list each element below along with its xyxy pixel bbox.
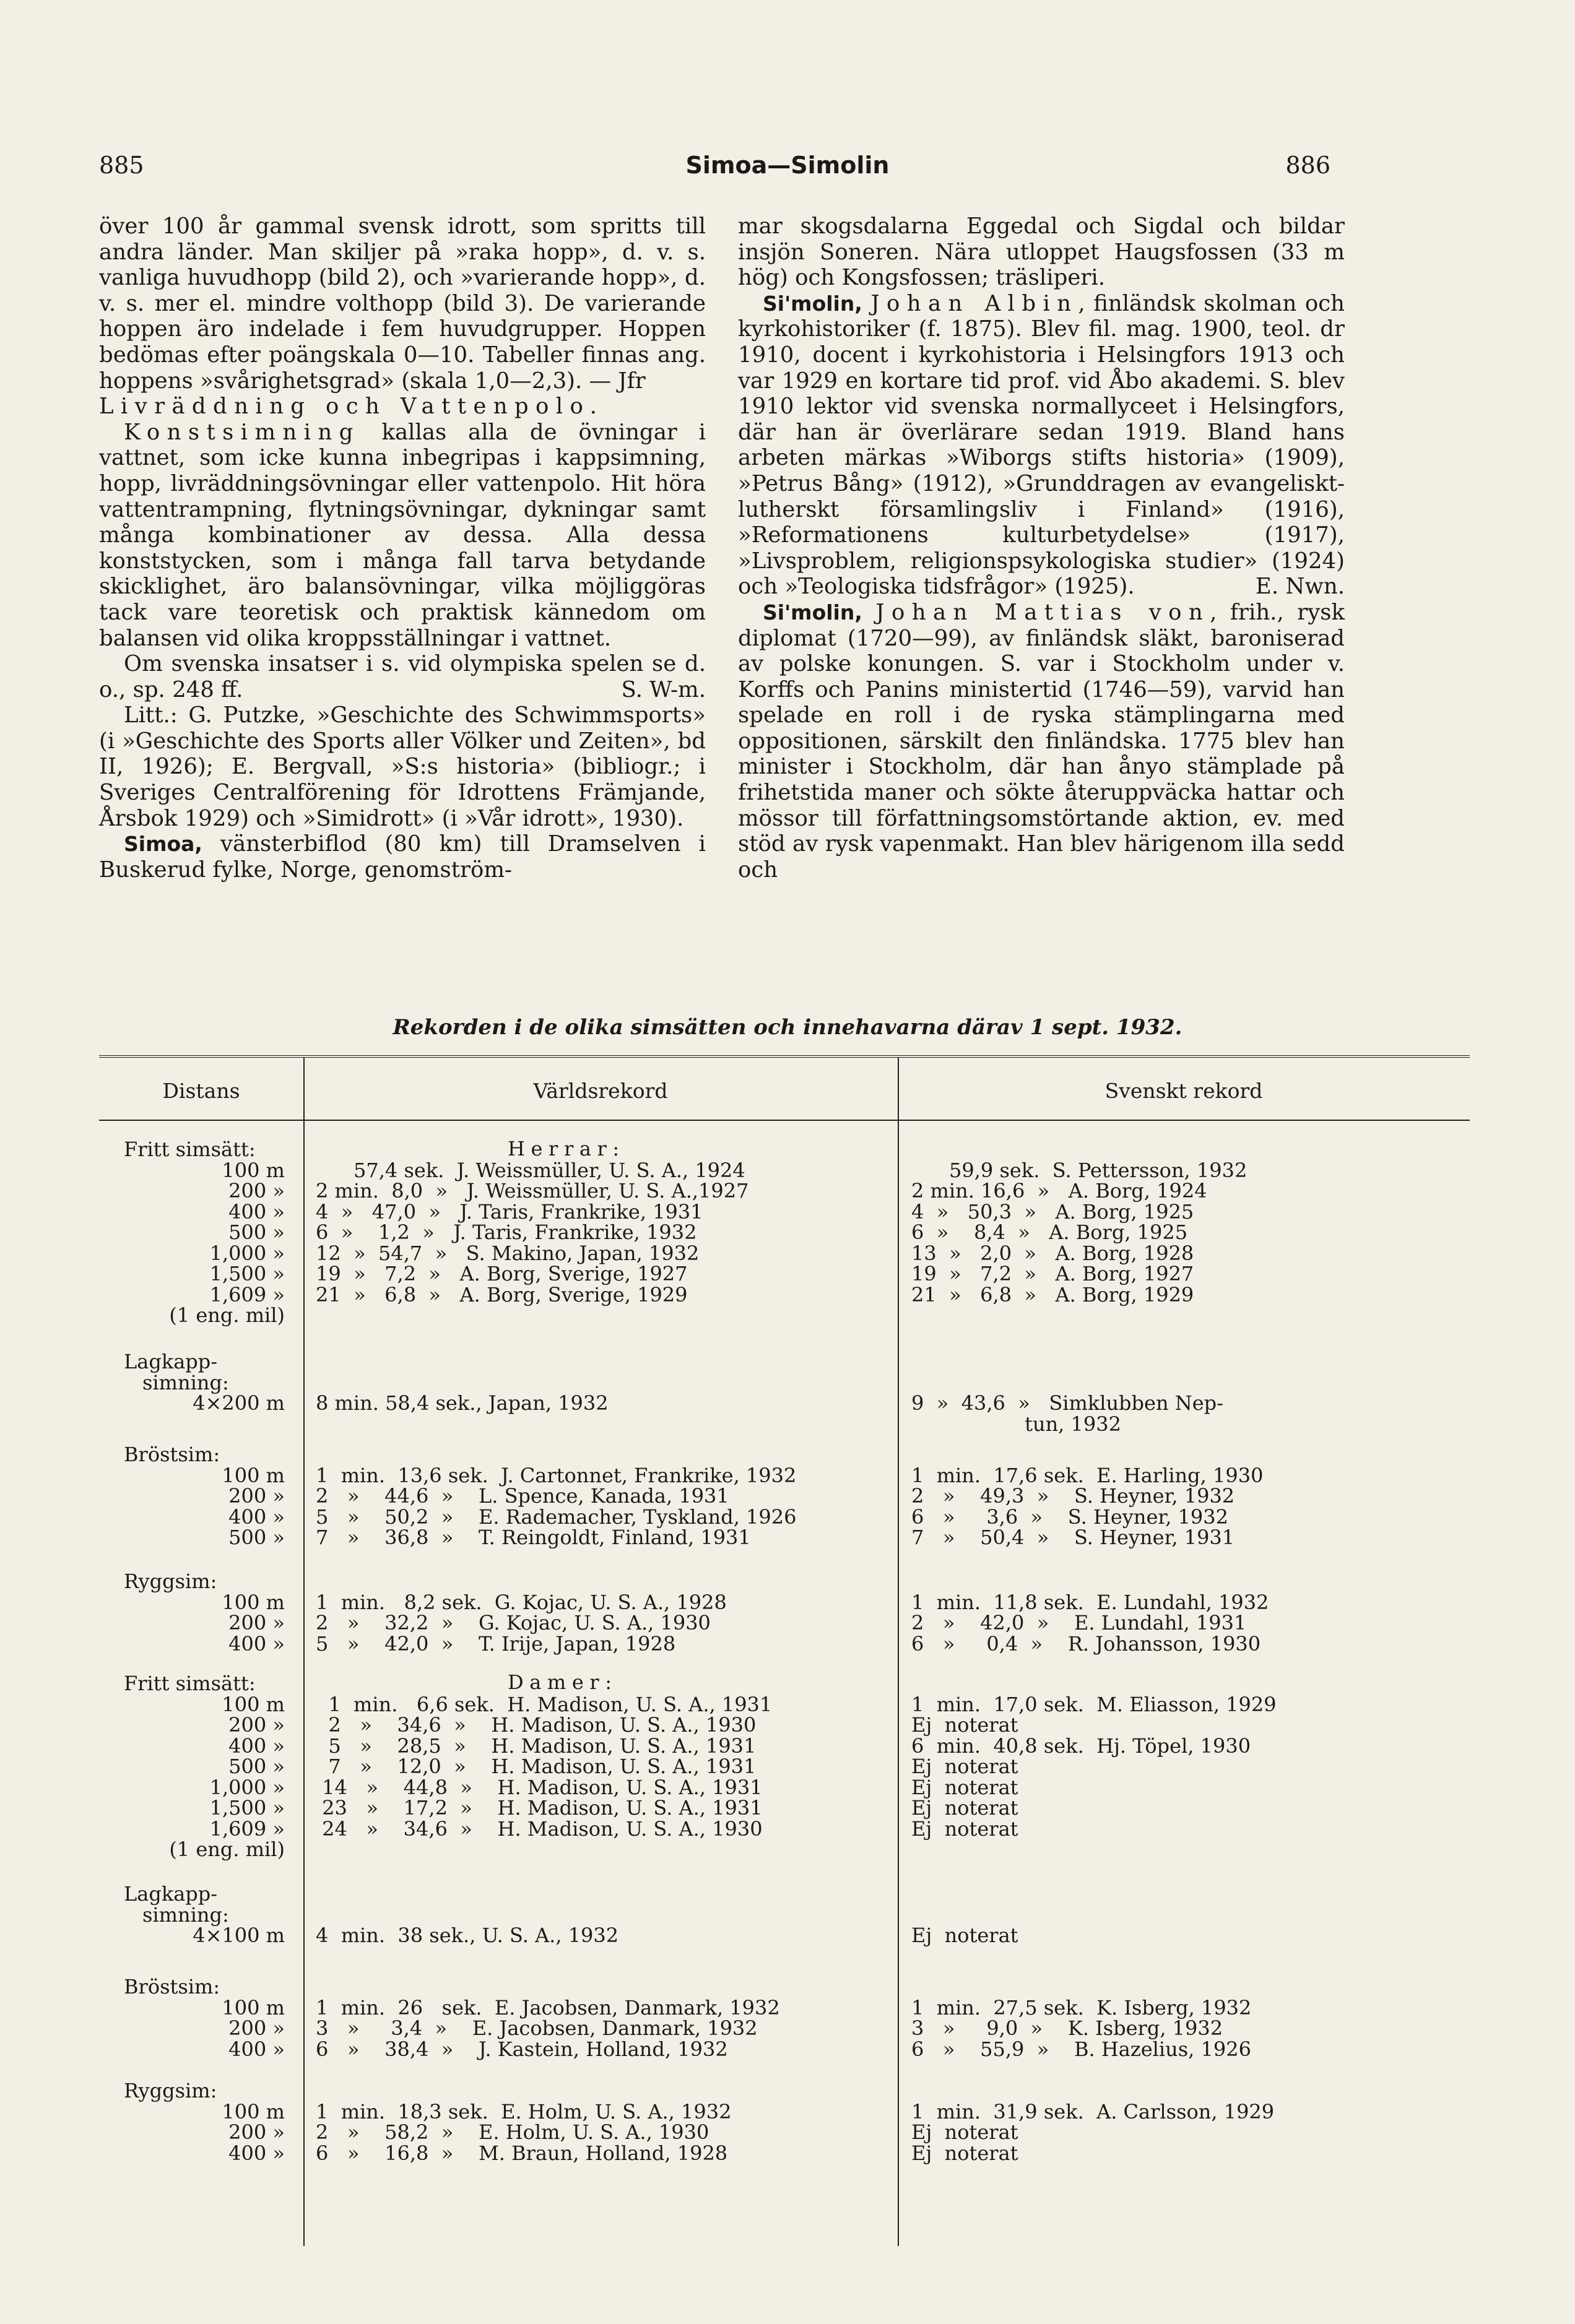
table-cell-distance: 100 m <box>222 1463 285 1487</box>
table-cell-swedish-record: Ej noterat <box>911 1796 1018 1820</box>
table-cell-distance: 4×200 m <box>193 1391 285 1415</box>
running-title: Simoa—Simolin <box>685 152 890 179</box>
table-cell-distance: 1,000 » <box>209 1775 285 1799</box>
table-cell-distance: 200 » <box>228 1611 285 1635</box>
table-cell-swedish-record: 1 min. 11,8 sek. E. Lundahl, 1932 <box>911 1590 1269 1614</box>
table-cell-swedish-record: Ej noterat <box>911 1713 1018 1737</box>
headword-simolin-1: Si'molin, <box>763 291 862 316</box>
headword-simoa: Simoa, <box>124 832 202 857</box>
table-cell-swedish-record: Ej noterat <box>911 1775 1018 1799</box>
table-cell-distance: 1,609 » <box>209 1282 285 1307</box>
table-cell-world-record: 7 » 36,8 » T. Reingoldt, Finland, 1931 <box>316 1526 751 1549</box>
table-cell-world-record: 1 min. 6,6 sek. H. Madison, U. S. A., 1931 <box>316 1692 773 1716</box>
left-column <box>99 214 706 883</box>
section-label: Ryggsim: <box>124 2079 217 2102</box>
table-cell-distance: 500 » <box>228 1755 285 1778</box>
table-cell-world-record: 1 min. 18,3 sek. E. Holm, U. S. A., 1932 <box>316 2099 732 2123</box>
table-cell-swedish-record: 9 » 43,6 » Simklubben Nep- <box>911 1391 1223 1415</box>
table-cell-distance: 200 » <box>228 1713 285 1737</box>
table-cell-swedish-record: 6 min. 40,8 sek. Hj. Töpel, 1930 <box>911 1734 1251 1758</box>
table-cell-distance: 200 » <box>228 1484 285 1508</box>
col-header-swedish: Svenskt rekord <box>1104 1079 1263 1103</box>
table-cell-world-record: 6 » 1,2 » J. Taris, Frankrike, 1932 <box>316 1220 697 1244</box>
entry-simoa: Simoa, vänsterbiflod (80 km) till Dramselven i Buskerud fylke, Norge, genomström- <box>99 831 706 883</box>
entry-simolin-mattias: Si'molin, Johan Mattias von, frih., rysk diplomat (1720—99), av finländsk släkt, baroniserad av polske konungen. S. var i Stockholm under v. Korffs och Panins ministertid (1746—59), varvid han spelade en roll i de ryska stämplingarna med oppositionen, särskilt den finländska. 1775 blev han minister i Stockholm, där han ånyo stämplade på frihetstida maner och sökte återuppväcka hattar och mössor till författningsomstörtande aktion, ev. med stöd av rysk vapenmakt. Han blev härigenom illa sedd och <box>738 599 1345 883</box>
table-cell-world-record: 2 min. 8,0 » J. Weissmüller, U. S. A.,1927 <box>316 1179 749 1203</box>
table-cell-distance: 400 » <box>228 1505 285 1529</box>
table-cell-world-record: 2 » 58,2 » E. Holm, U. S. A., 1930 <box>316 2120 709 2144</box>
table-cell-distance: 4×100 m <box>193 1924 285 1947</box>
paragraph-literature: Litt.: G. Putzke, »Geschichte des Schwimmsports» (i »Geschichte des Sports aller Völker und Zeiten», bd II, 1926); E. Bergvall, »S:s historia» (bibliogr.; i Sveriges Centralförening för Idrottens Främjande, Årsbok 1929) och »Simidrott» (i »Vår idrott», 1930). <box>99 702 706 831</box>
table-cell-world-record: 5 » 50,2 » E. Rademacher, Tyskland, 1926 <box>316 1505 797 1529</box>
table-cell-swedish-record: Ej noterat <box>911 1755 1018 1778</box>
paragraph-olympic: Om svenska insatser i s. vid olympiska spelen se d. o., sp. 248 ff. S. W-m. <box>99 651 706 702</box>
table-cell-distance: 500 » <box>228 1220 285 1244</box>
paragraph-konstsimning: Konstsimning kallas alla de övningar i vattnet, som icke kunna inbegripas i kappsimning, hopp, livräddningsövningar eller vattenpolo. Hit höra vattentrampning, flytningsövningar, dykningar samt många kombinationer av dessa. Alla dessa konststycken, som i många fall tarva betydande skicklighet, äro balansövningar, vilka möjliggöras tack vare teoretisk och praktisk kännedom om balansen vid olika kroppsställningar i vattnet. <box>99 419 706 651</box>
signature-enwn: E. Nwn. <box>1255 574 1345 600</box>
table-cell-distance: 500 » <box>228 1526 285 1549</box>
table-cell-world-record: 2 » 34,6 » H. Madison, U. S. A., 1930 <box>316 1713 757 1737</box>
table-cell-world-record: 3 » 3,4 » E. Jacobsen, Danmark, 1932 <box>316 2016 758 2040</box>
entry-simolin-albin: Si'molin, Johan Albin, finländsk skolman och kyrkohistoriker (f. 1875). Blev fil. mag. 1900, teol. dr 1910, docent i kyrkohistoria i Helsingfors 1913 och var 1929 en kortare tid prof. vid Åbo akademi. S. blev 1910 lektor vid svenska normallyceet i Helsingfors, där han är överlärare sedan 1919. Bland hans arbeten märkas »Wiborgs stifts historia» (1909), »Petrus Bång» (1912), »Grunddragen av evangeliskt-lutherskt församlingsliv i Finland» (1916), »Reformationens kulturbetydelse» (1917), »Livsproblem, religionspsykologiska studier» (1924) och »Teologiska tidsfrågor» (1925). E. Nwn. <box>738 290 1345 600</box>
table-divider-1 <box>303 1058 305 2246</box>
table-cell-swedish-record: 2 » 42,0 » E. Lundahl, 1931 <box>911 1611 1247 1635</box>
section-label: Lagkapp- simning: <box>124 1882 229 1927</box>
table-cell-swedish-record: 1 min. 17,0 sek. M. Eliasson, 1929 <box>911 1692 1277 1716</box>
table-cell-distance: (1 eng. mil) <box>169 1838 285 1861</box>
section-label: Fritt simsätt: <box>124 1138 256 1161</box>
table-cell-distance: 1,500 » <box>209 1796 285 1820</box>
table-cell-world-record: 23 » 17,2 » H. Madison, U. S. A., 1931 <box>316 1796 763 1820</box>
table-cell-world-record: 6 » 16,8 » M. Braun, Holland, 1928 <box>316 2141 728 2165</box>
table-cell-world-record: 12 » 54,7 » S. Makino, Japan, 1932 <box>316 1241 700 1265</box>
section-label: Fritt simsätt: <box>124 1672 256 1695</box>
table-cell-swedish-record: 7 » 50,4 » S. Heyner, 1931 <box>911 1526 1235 1549</box>
table-header-rule <box>99 1120 1470 1121</box>
table-cell-swedish-record: 59,9 sek. S. Pettersson, 1932 <box>911 1158 1247 1182</box>
table-cell-distance: 100 m <box>222 2099 285 2123</box>
table-cell-world-record: 24 » 34,6 » H. Madison, U. S. A., 1930 <box>316 1816 763 1841</box>
table-cell-swedish-record: Ej noterat <box>911 1816 1018 1841</box>
section-label: Bröstsim: <box>124 1443 220 1466</box>
table-cell-swedish-record: 1 min. 17,6 sek. E. Harling, 1930 <box>911 1463 1264 1487</box>
table-cell-distance: 400 » <box>228 1199 285 1224</box>
table-cell-distance: 100 m <box>222 1158 285 1182</box>
table-cell-world-record: 7 » 12,0 » H. Madison, U. S. A., 1931 <box>316 1755 757 1778</box>
table-cell-world-record: 4 » 47,0 » J. Taris, Frankrike, 1931 <box>316 1199 703 1224</box>
table-cell-world-record: 5 » 28,5 » H. Madison, U. S. A., 1931 <box>316 1734 757 1758</box>
table-cell-swedish-record: 6 » 55,9 » B. Hazelius, 1926 <box>911 2037 1251 2061</box>
table-cell-distance: 200 » <box>228 2120 285 2144</box>
page-number-left: 885 <box>99 152 144 179</box>
col-header-distans: Distans <box>162 1079 240 1103</box>
konstsimning-term: Konstsimning <box>124 419 360 445</box>
table-cell-swedish-record: 13 » 2,0 » A. Borg, 1928 <box>911 1241 1194 1265</box>
table-cell-world-record: 2 » 44,6 » L. Spence, Kanada, 1931 <box>316 1484 729 1508</box>
table-cell-swedish-record: 6 » 8,4 » A. Borg, 1925 <box>911 1220 1188 1244</box>
section-label: Ryggsim: <box>124 1570 217 1593</box>
table-cell-world-record: 4 min. 38 sek., U. S. A., 1932 <box>316 1924 619 1947</box>
table-cell-world-record: 6 » 38,4 » J. Kastein, Holland, 1932 <box>316 2037 728 2061</box>
section-label: Lagkapp- simning: <box>124 1350 229 1394</box>
table-cell-distance: 100 m <box>222 1692 285 1716</box>
table-caption: Rekorden i de olika simsätten och innehavarna därav 1 sept. 1932. <box>393 1015 1182 1040</box>
table-cell-world-record: 5 » 42,0 » T. Irije, Japan, 1928 <box>316 1631 676 1656</box>
table-cell-swedish-record: 1 min. 27,5 sek. K. Isberg, 1932 <box>911 1995 1252 2019</box>
table-cell-world-record: 2 » 32,2 » G. Kojac, U. S. A., 1930 <box>316 1611 711 1635</box>
table-cell-swedish-record: 19 » 7,2 » A. Borg, 1927 <box>911 1262 1194 1285</box>
right-column <box>738 214 1345 883</box>
table-cell-swedish-record: 2 » 49,3 » S. Heyner, 1932 <box>911 1484 1235 1508</box>
col-header-world: Världsrekord <box>533 1079 668 1103</box>
label-damer: Damer: <box>508 1670 618 1694</box>
table-cell-swedish-record: 3 » 9,0 » K. Isberg, 1932 <box>911 2016 1223 2040</box>
table-cell-distance: 1,609 » <box>209 1816 285 1841</box>
table-cell-swedish-record: Ej noterat <box>911 2120 1018 2144</box>
table-cell-swedish-record: 6 » 0,4 » R. Johansson, 1930 <box>911 1631 1261 1656</box>
table-cell-distance: 400 » <box>228 1631 285 1656</box>
table-cell-world-record: 19 » 7,2 » A. Borg, Sverige, 1927 <box>316 1262 688 1285</box>
table-cell-distance: 400 » <box>228 2141 285 2165</box>
table-cell-distance: 200 » <box>228 2016 285 2040</box>
table-cell-world-record: 1 min. 26 sek. E. Jacobsen, Danmark, 1932 <box>316 1995 780 2019</box>
table-cell-world-record: 8 min. 58,4 sek., Japan, 1932 <box>316 1391 609 1415</box>
table-cell-swedish-record: Ej noterat <box>911 2141 1018 2165</box>
paragraph-hopp: över 100 år gammal svensk idrott, som spritts till andra länder. Man skiljer på »raka hopp», d. v. s. vanliga huvudhopp (bild 2), och »varierande hopp», d. v. s. mer el. mindre volthopp (bild 3). De varierande hoppen äro indelade i fem huvudgrupper. Hoppen bedömas efter poängskala 0—10. Tabeller finnas ang. hoppens »svårighetsgrad» (skala 1,0—2,3). — Jfr <box>99 214 706 394</box>
table-cell-world-record: 21 » 6,8 » A. Borg, Sverige, 1929 <box>316 1282 688 1307</box>
table-cell-world-record: 14 » 44,8 » H. Madison, U. S. A., 1931 <box>316 1775 763 1799</box>
records-table <box>99 1055 1470 2246</box>
table-cell-distance: 200 » <box>228 1179 285 1203</box>
table-cell-distance: 400 » <box>228 2037 285 2061</box>
page-number-right: 886 <box>1285 152 1330 179</box>
section-label: Bröstsim: <box>124 1975 220 1998</box>
table-cell-swedish-record: Ej noterat <box>911 1924 1018 1947</box>
table-cell-distance: 100 m <box>222 1590 285 1614</box>
table-cell-distance: 1,000 » <box>209 1241 285 1265</box>
headword-simolin-2: Si'molin, <box>763 600 862 624</box>
table-cell-swedish-record: 21 » 6,8 » A. Borg, 1929 <box>911 1282 1194 1307</box>
table-cell-distance: (1 eng. mil) <box>169 1303 285 1327</box>
table-cell-swedish-record: tun, 1932 <box>911 1412 1121 1436</box>
table-cell-world-record: 57,4 sek. J. Weissmüller, U. S. A., 1924 <box>316 1158 745 1182</box>
table-cell-swedish-record: 2 min. 16,6 » A. Borg, 1924 <box>911 1179 1207 1203</box>
entry-simoa-cont: mar skogsdalarna Eggedal och Sigdal och bildar insjön Soneren. Nära utloppet Haugsfossen (33 m hög) och Kongsfossen; träsliperi. <box>738 214 1345 291</box>
table-cell-world-record: 1 min. 8,2 sek. G. Kojac, U. S. A., 1928 <box>316 1590 727 1614</box>
table-cell-swedish-record: 4 » 50,3 » A. Borg, 1925 <box>911 1199 1194 1224</box>
signature-swm: S. W-m. <box>621 676 706 702</box>
table-cell-distance: 1,500 » <box>209 1262 285 1285</box>
table-cell-swedish-record: 1 min. 31,9 sek. A. Carlsson, 1929 <box>911 2099 1275 2123</box>
table-cell-distance: 400 » <box>228 1734 285 1758</box>
table-cell-world-record: 1 min. 13,6 sek. J. Cartonnet, Frankrike, 1932 <box>316 1463 797 1487</box>
table-cell-distance: 100 m <box>222 1995 285 2019</box>
paragraph-ref: Livräddning och Vattenpolo. <box>99 394 604 420</box>
label-herrar: Herrar: <box>508 1137 625 1160</box>
table-divider-2 <box>898 1058 899 2246</box>
table-cell-swedish-record: 6 » 3,6 » S. Heyner, 1932 <box>911 1505 1228 1529</box>
